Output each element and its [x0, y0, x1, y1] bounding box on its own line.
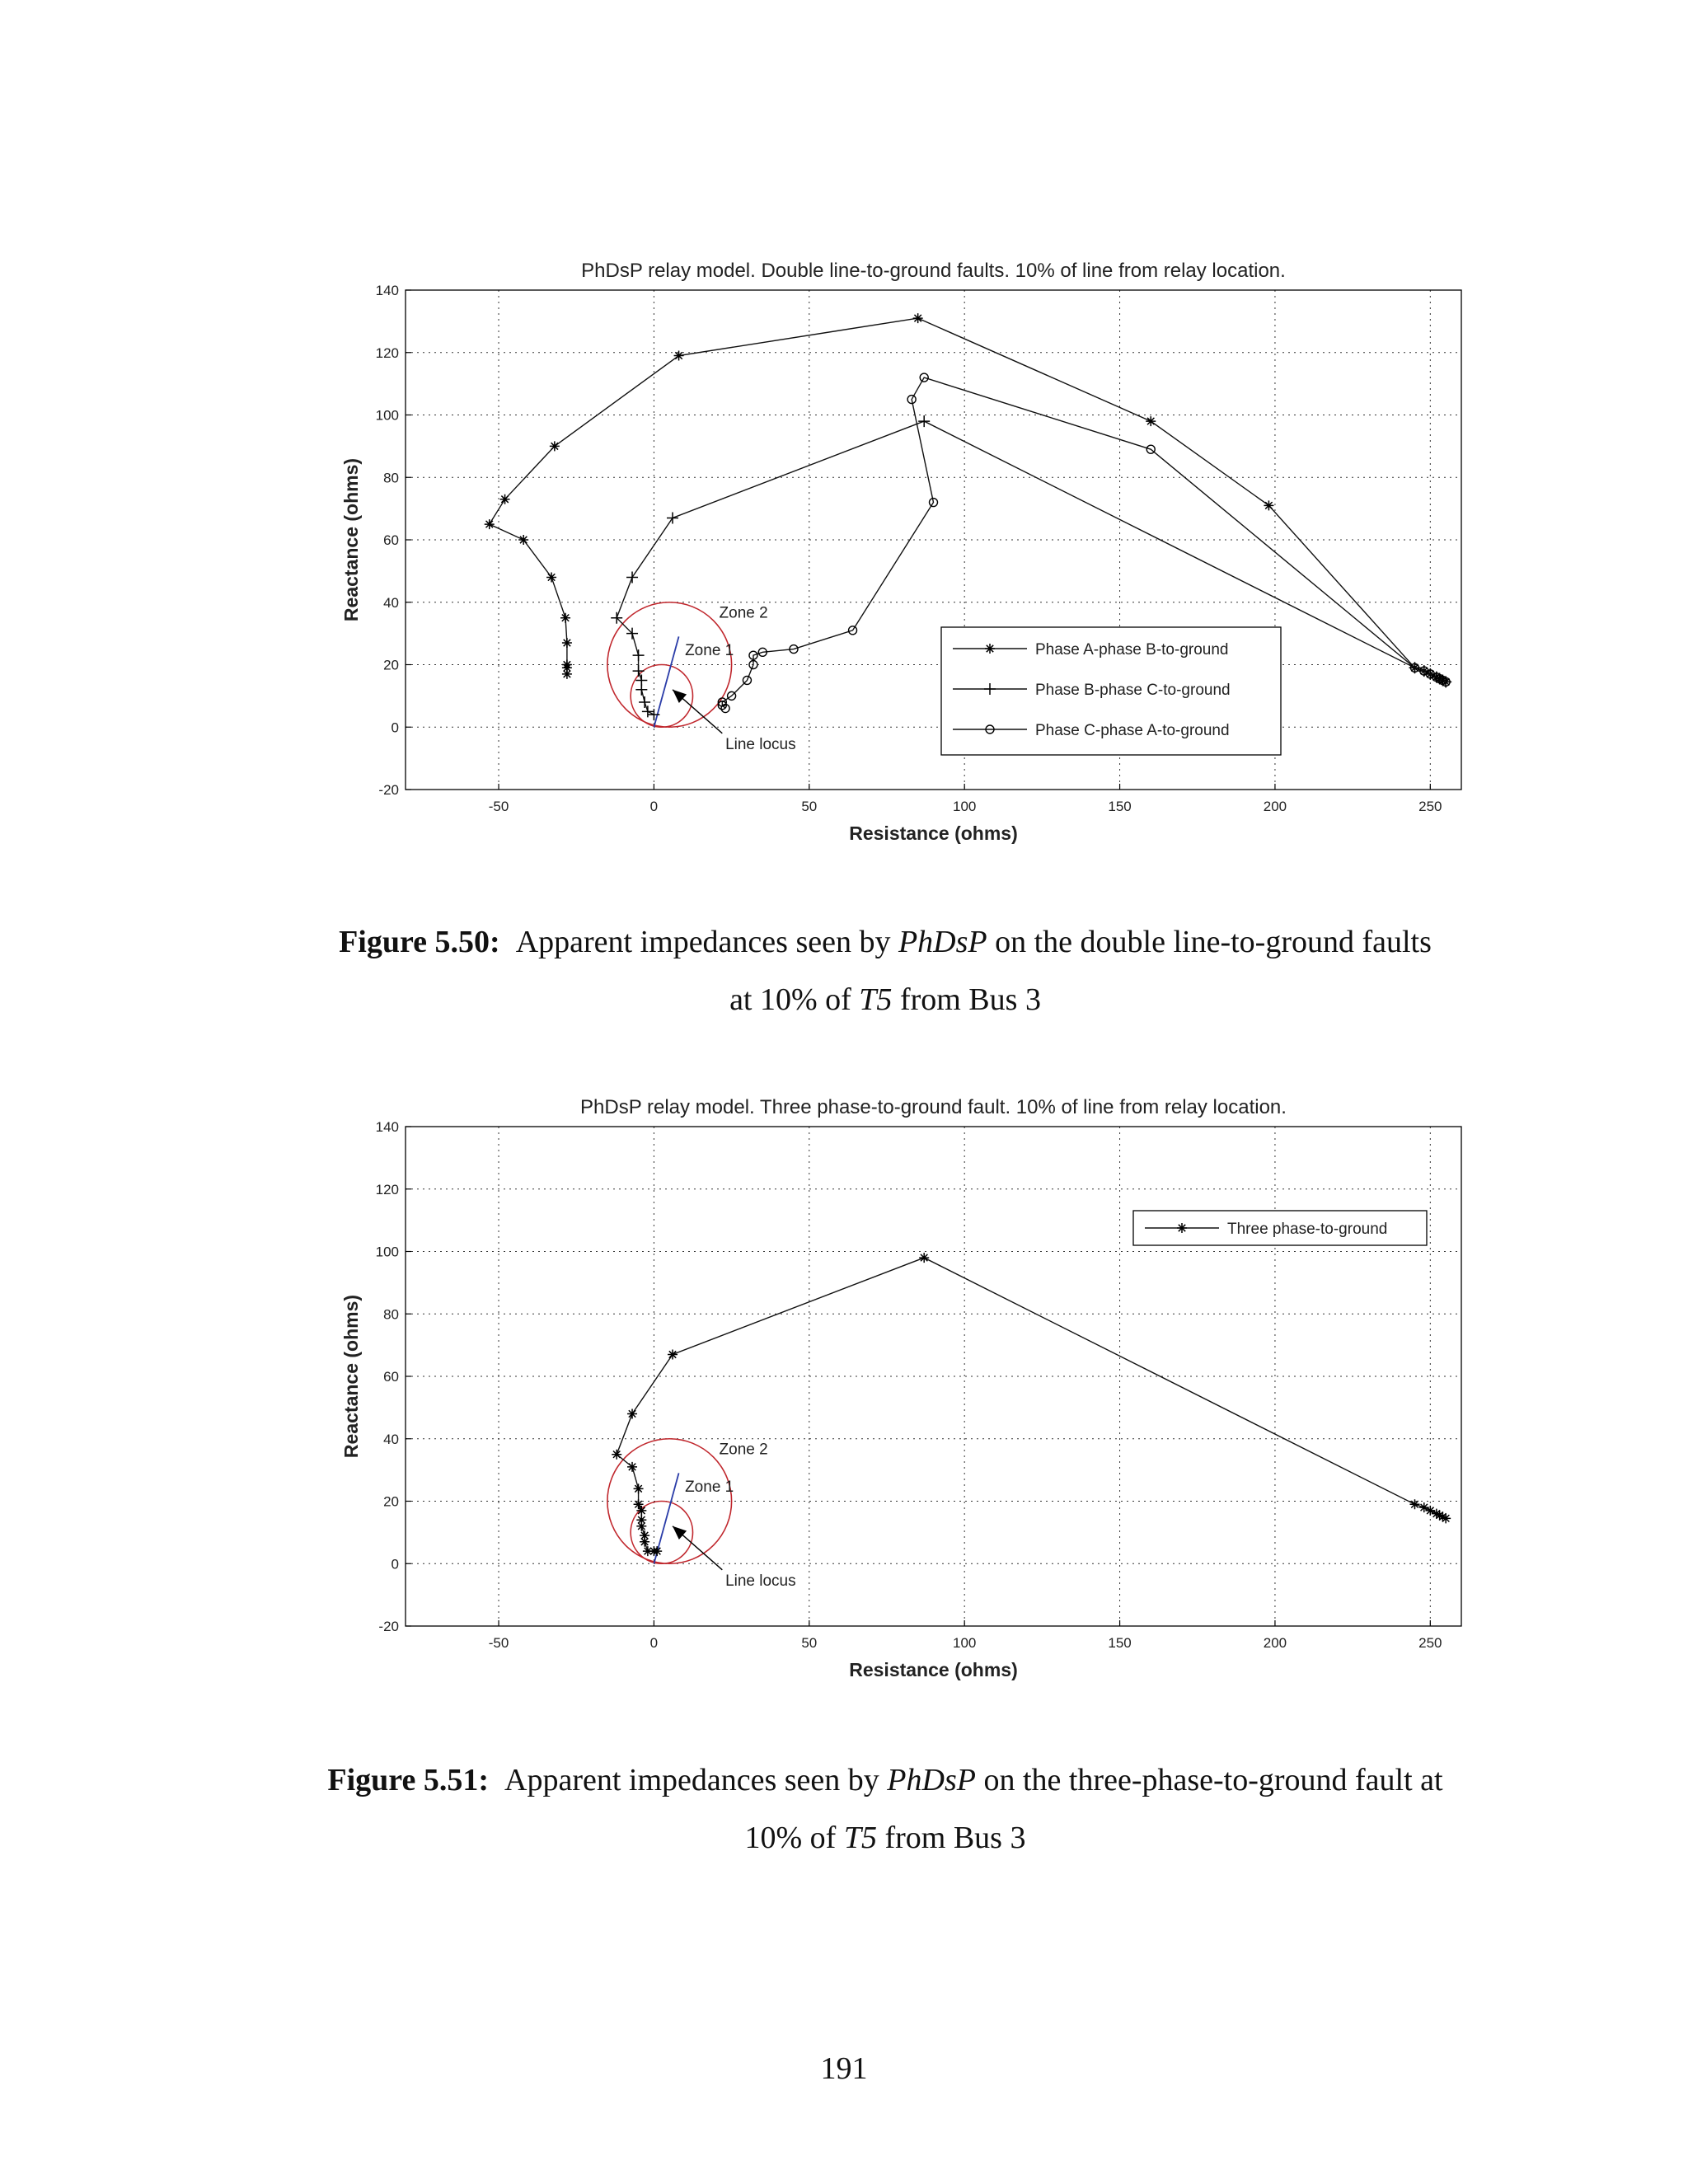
y-tick-label: -20: [378, 782, 399, 798]
data-point: [643, 1546, 653, 1556]
legend-label: Three phase-to-ground: [1227, 1221, 1388, 1238]
zone-2-label: Zone 2: [719, 1441, 768, 1459]
figure-5-50-chart: [0, 239, 1688, 865]
data-point: [639, 696, 650, 708]
line-locus-label: Line locus: [725, 735, 796, 753]
plot-frame: [406, 290, 1461, 790]
caption-text: on the three-phase-to-ground fault at: [975, 1763, 1443, 1797]
caption-text: Apparent impedances seen by: [504, 1763, 888, 1797]
figure-5-51-caption: [247, 1751, 1523, 1867]
y-tick-label: -20: [378, 1619, 399, 1634]
line-locus-label: Line locus: [725, 1572, 796, 1590]
chart-title: PhDsP relay model. Three phase-to-ground fault. 10% of line from relay location.: [580, 1096, 1287, 1118]
arrowhead-icon: [673, 690, 687, 703]
y-tick-label: 80: [383, 1306, 399, 1323]
caption-text: from Bus 3: [876, 1821, 1026, 1855]
page-number: 191: [820, 2051, 868, 2086]
grid: [406, 1127, 1461, 1626]
y-tick-label: 120: [375, 344, 399, 361]
y-tick-label: 20: [383, 1493, 399, 1510]
series-0: [612, 1253, 1451, 1556]
data-point: [674, 351, 684, 361]
y-axis-label: Reactance (ohms): [340, 1294, 362, 1459]
y-tick-label: 60: [383, 532, 399, 548]
zone-1-label: Zone 1: [685, 642, 734, 660]
x-axis-label: Resistance (ohms): [849, 823, 1018, 844]
data-point: [918, 415, 930, 427]
y-tick-label: 140: [375, 283, 399, 298]
caption-italic: T5: [843, 1821, 877, 1855]
data-point: [919, 1253, 929, 1263]
y-tick-label: 40: [383, 1431, 399, 1447]
x-tick-label: 200: [1263, 1635, 1287, 1651]
x-tick-label: 0: [649, 799, 659, 814]
y-tick-label: 120: [375, 1181, 399, 1197]
caption-label: Figure 5.50:: [339, 925, 500, 959]
data-point: [1409, 1499, 1419, 1509]
x-tick-label: -50: [488, 799, 509, 814]
data-point: [562, 638, 572, 648]
x-tick-label: 150: [1108, 799, 1132, 814]
data-point: [1441, 1513, 1451, 1523]
x-tick-label: 50: [801, 1635, 818, 1651]
data-point: [626, 571, 638, 583]
data-point: [562, 660, 572, 670]
zone-2-label: Zone 2: [719, 604, 768, 622]
data-point: [518, 535, 528, 545]
data-point: [1146, 416, 1156, 426]
chart-title: PhDsP relay model. Double line-to-ground faults. 10% of line from relay location.: [581, 260, 1286, 282]
data-point: [560, 613, 570, 623]
caption-label: Figure 5.51:: [327, 1763, 490, 1797]
data-point: [612, 1450, 621, 1460]
line-locus: [654, 636, 678, 727]
caption-text: 10% of: [744, 1821, 844, 1855]
data-point: [642, 705, 654, 717]
x-tick-label: 50: [801, 799, 818, 814]
y-tick-label: 40: [383, 594, 399, 611]
data-point: [985, 644, 995, 654]
y-tick-label: 20: [383, 657, 399, 673]
data-point: [546, 572, 556, 582]
x-tick-label: 250: [1418, 1635, 1442, 1651]
data-point: [636, 1515, 646, 1525]
y-tick-label: 80: [383, 470, 399, 486]
y-tick-label: 60: [383, 1369, 399, 1385]
data-point: [1177, 1223, 1187, 1233]
caption-italic: PhDsP: [898, 925, 987, 959]
caption-italic: T5: [859, 982, 893, 1017]
y-tick-label: 100: [375, 1244, 399, 1260]
grid: [406, 290, 1461, 790]
data-point: [634, 1499, 644, 1509]
figure-5-50-caption: [247, 913, 1523, 1029]
legend: [941, 627, 1281, 755]
x-tick-label: -50: [488, 1635, 509, 1651]
x-tick-label: 200: [1263, 799, 1287, 814]
data-point: [640, 1530, 649, 1540]
y-tick-label: 140: [375, 1119, 399, 1135]
legend-label: Phase B-phase C-to-ground: [1035, 682, 1231, 699]
data-point: [633, 665, 645, 677]
x-tick-label: 100: [952, 799, 977, 814]
legend-label: Phase C-phase A-to-ground: [1035, 722, 1230, 739]
legend-label: Phase A-phase B-to-ground: [1035, 641, 1229, 658]
data-point: [634, 1483, 644, 1493]
arrowhead-icon: [673, 1526, 687, 1540]
y-tick-label: 100: [375, 407, 399, 424]
y-tick-label: 0: [391, 719, 399, 736]
data-point: [667, 512, 678, 523]
caption-italic: PhDsP: [887, 1763, 976, 1797]
x-tick-label: 150: [1108, 1635, 1132, 1651]
data-point: [633, 649, 645, 661]
data-point: [500, 494, 510, 504]
x-axis-label: Resistance (ohms): [849, 1659, 1018, 1680]
caption-text: on the double line-to-ground faults: [987, 925, 1432, 959]
x-tick-label: 100: [952, 1635, 977, 1651]
y-tick-label: 0: [391, 1556, 399, 1572]
data-point: [627, 1408, 637, 1418]
caption-text: Apparent impedances seen by: [515, 925, 898, 959]
data-point: [668, 1349, 678, 1359]
caption-text: at 10% of: [729, 982, 860, 1017]
x-tick-label: 250: [1418, 799, 1442, 814]
zone-1-label: Zone 1: [685, 1479, 734, 1497]
data-point: [485, 519, 495, 529]
figure-5-51-chart: [0, 1076, 1688, 1702]
series-line: [617, 1258, 1446, 1551]
data-point: [913, 313, 923, 323]
plot-frame: [406, 1127, 1461, 1626]
legend: [1133, 1211, 1427, 1245]
x-tick-label: 0: [649, 1635, 659, 1651]
y-axis-label: Reactance (ohms): [340, 457, 362, 622]
caption-text: from Bus 3: [892, 982, 1041, 1017]
data-point: [627, 1462, 637, 1472]
